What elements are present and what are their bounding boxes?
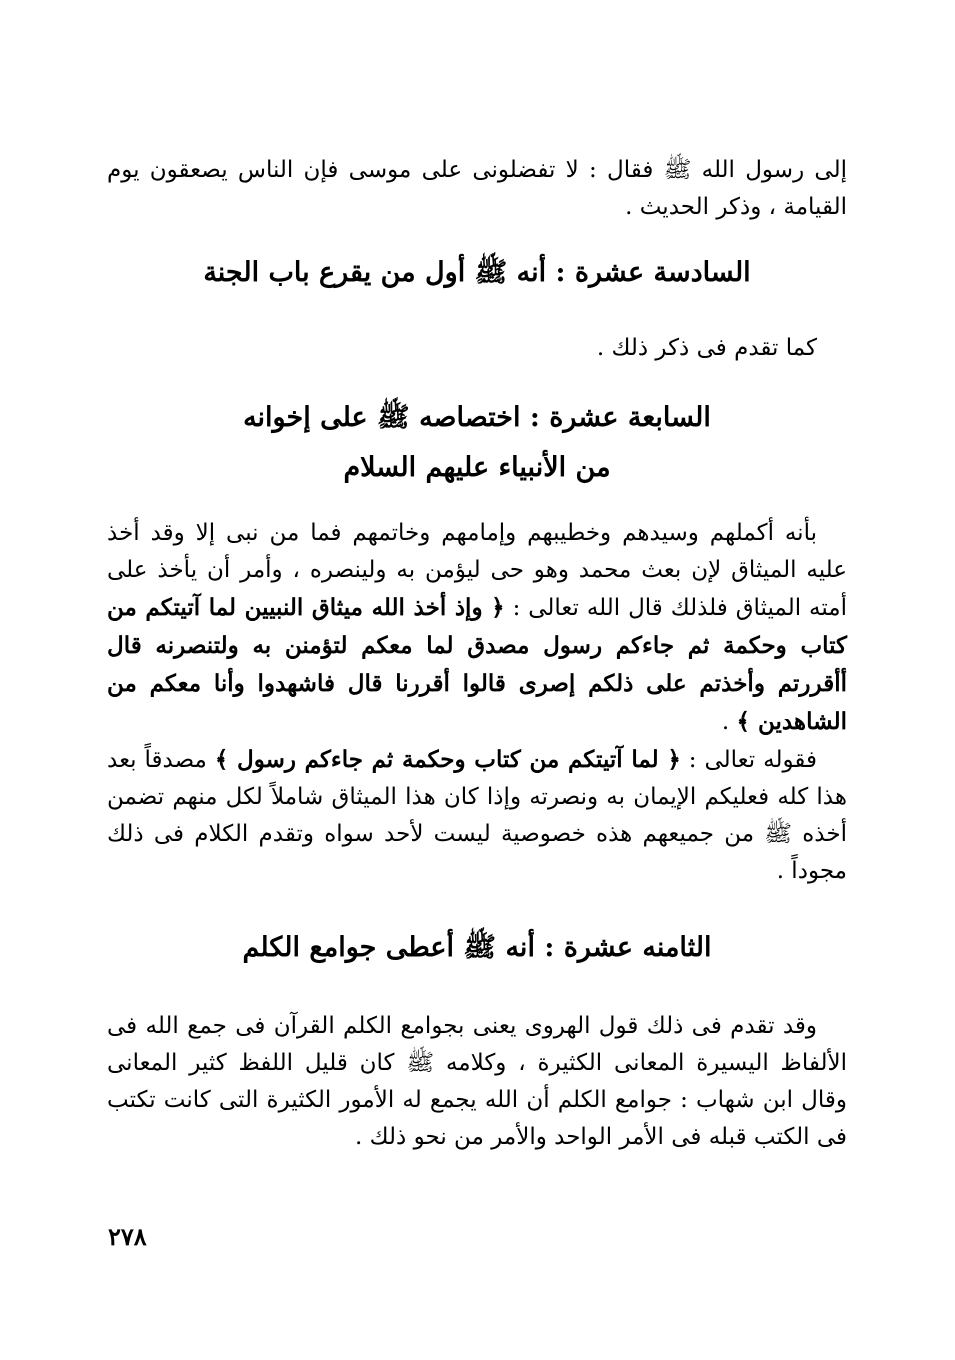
section-17	[107, 393, 847, 493]
section-16-heading: السادسة عشرة : أنه ﷺ أول من يقرع باب الجنة	[203, 257, 751, 288]
p2-quran-verse: ﴿ لما آتيتكم من كتاب وحكمة ثم جاءكم رسول ﴾	[214, 746, 681, 773]
section-18-heading: الثامنه عشرة : أنه ﷺ أعطى جوامع الكلم	[242, 932, 712, 963]
section-18-body	[107, 1008, 847, 1156]
p1-quran-verse: ﴿ وإذ أخذ الله ميثاق النبيين لما آتيتكم من كتاب وحكمة ثم جاءكم رسول مصدق لما معكم لتؤمنن به ولتنصرنه قال أأقررتم وأخذتم على ذلكم إصرى قالوا أقررنا قال فاشهدوا وأنا معكم من الشاهدين ﴾	[107, 594, 847, 735]
section-16-body	[107, 330, 847, 367]
p2-rest: مصدقاً بعد هذا كله فعليكم الإيمان به ونصرته وإذا كان هذا الميثاق شاملاً لكل منهم تضمن أخذه ﷺ من جميعهم هذه خصوصية ليست لأحد سواه وتقدم الكلام فى ذلك مجوداً .	[107, 747, 847, 884]
p1-end: .	[721, 709, 737, 735]
section-17-body	[107, 515, 847, 890]
section-16	[107, 248, 847, 298]
section-17-heading-line2: من الأنبياء عليهم السلام	[343, 452, 611, 483]
opening-paragraph: إلى رسول الله ﷺ فقال : لا تفضلونى على موسى فإن الناس يصعقون يوم القيامة ، وذكر الحديث .	[107, 157, 847, 220]
p2-intro: فقوله تعالى :	[688, 747, 818, 773]
section-17-paragraph-2	[107, 741, 847, 890]
page-number: ٢٧٨	[108, 1222, 147, 1251]
section-18-paragraph: وقد تقدم فى ذلك قول الهروى يعنى بجوامع الكلم القرآن فى جمع الله فى الألفاظ اليسيرة المعانى الكثيرة ، وكلامه ﷺ كان قليل اللفظ كثير المعانى وقال ابن شهاب : جوامع الكلم أن الله يجمع له الأمور الكثيرة التى كانت تكتب فى الكتب قبله فى الأمر الواحد والأمر من نحو ذلك .	[107, 1013, 847, 1150]
section-17-heading-line1: السابعة عشرة : اختصاصه ﷺ على إخوانه	[243, 402, 711, 433]
opening-block	[107, 152, 847, 226]
section-17-paragraph-1	[107, 515, 847, 741]
p1-intro: بأنه أكملهم وسيدهم وخطيبهم وإمامهم وخاتمهم فما من نبى إلا وقد أخذ عليه الميثاق لإن بعث محمد وهو حى ليؤمن به ولينصره ، وأمر أن يأخذ على أمته الميثاق فلذلك قال الله تعالى :	[107, 520, 848, 621]
section-18	[107, 923, 847, 973]
section-16-paragraph: كما تقدم فى ذكر ذلك .	[596, 335, 817, 361]
